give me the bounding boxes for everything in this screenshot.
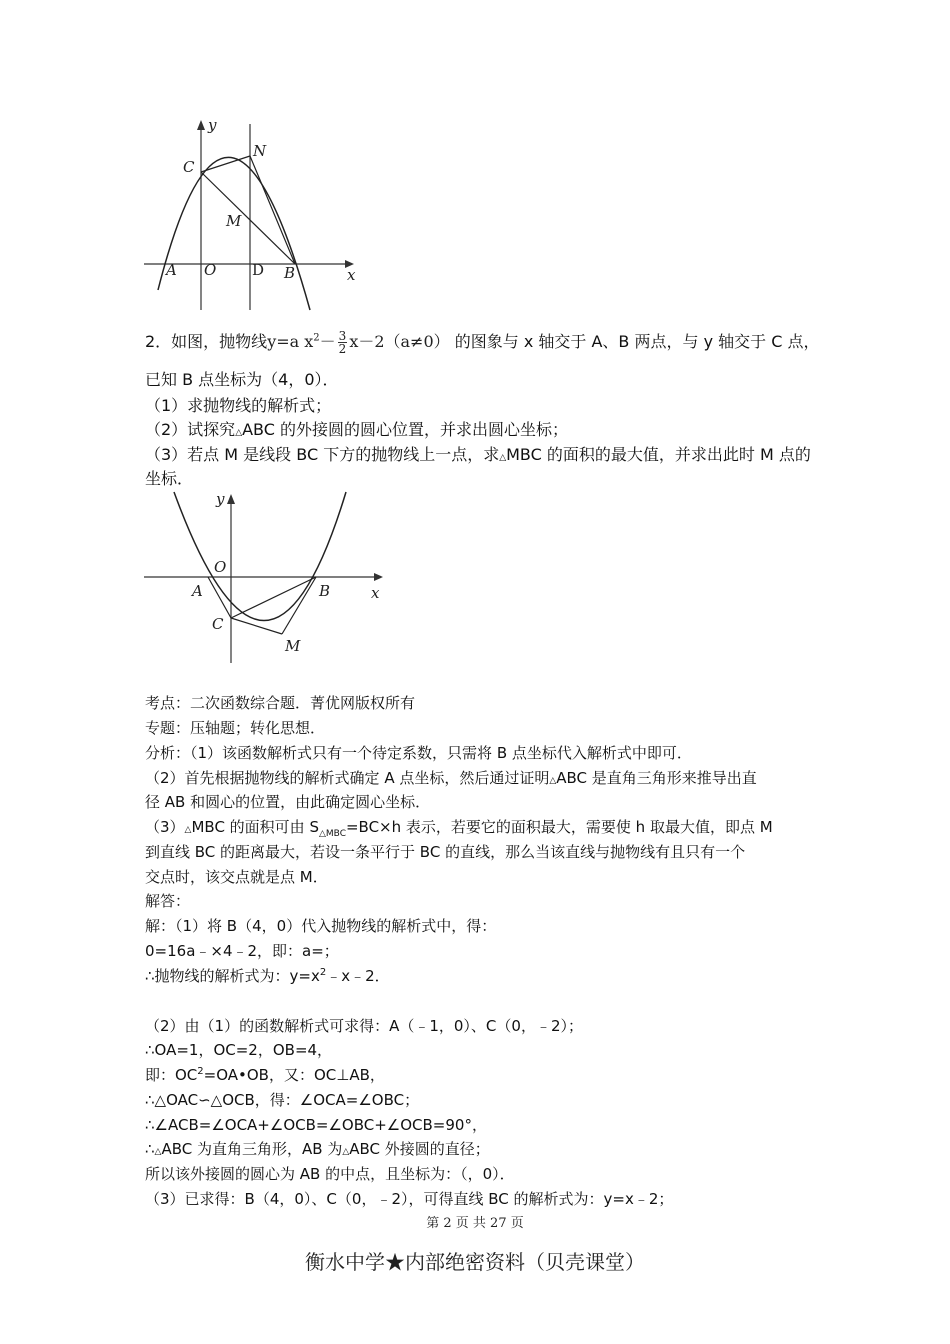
segment-cb — [201, 172, 295, 264]
part2-7: 所以该外接圆的圆心为 AB 的中点，且坐标为：（，0）． — [145, 1165, 515, 1183]
jieda: 解答： — [145, 892, 191, 910]
fig2-label-y: y — [216, 490, 225, 508]
fig1-label-b: B — [284, 264, 296, 282]
parabola-1 — [158, 157, 310, 310]
jie-1: 解：（1）将 B（4，0）代入抛物线的解析式中，得： — [145, 917, 497, 935]
problem-intro — [145, 330, 819, 355]
jie-3: ∴抛物线的解析式为：$y=x^2﹣x﹣2$． — [145, 967, 390, 985]
question-2: （2）试探究△ABC 的外接圆的圆心位置，并求出圆心坐标； — [145, 420, 569, 439]
problem-formula: y=a $x^2-$ $\frac{3}{2}$ x－2（a≠0） — [267, 329, 450, 356]
zhuanti: 专题：压轴题；转化思想． — [145, 719, 326, 737]
part3-1: （3）已求得：B（4，0）、C（0，﹣2），可得直线 BC 的解析式为：y=x﹣2； — [145, 1190, 674, 1208]
fig2-label-x: x — [371, 584, 380, 602]
part2-1: （2）由（1）的函数解析式可求得：A（﹣1，0）、C（0，﹣2）； — [145, 1017, 583, 1035]
question-1: （1）求抛物线的解析式； — [145, 396, 332, 415]
figure-1-svg — [140, 110, 370, 320]
fig1-label-n: N — [253, 142, 267, 160]
fig1-label-c: C — [183, 158, 195, 176]
fenxi-2-line-2: 径 AB 和圆心的位置，由此确定圆心坐标． — [145, 793, 431, 811]
segment-cn — [201, 156, 250, 172]
part2-5: ∴∠ACB=∠OCA+∠OCB=∠OBC+∠OCB=90°， — [145, 1116, 487, 1134]
fig2-label-c: C — [212, 615, 224, 633]
part2-2: ∴OA=1，OC=2，OB=4， — [145, 1041, 333, 1059]
y-axis-arrow-icon — [197, 120, 205, 130]
jie-2: 0=16a﹣×4﹣2，即：a=； — [145, 942, 339, 960]
segment-nb — [250, 156, 295, 264]
fig1-label-m: M — [226, 212, 242, 230]
fig1-label-a: A — [166, 261, 177, 279]
page-number: 第 2 页 共 27 页 — [426, 1216, 524, 1231]
fig1-label-o: O — [204, 261, 217, 279]
fig2-label-a: A — [192, 582, 203, 600]
question-3: （3）若点 M 是线段 BC 下方的抛物线上一点，求△MBC 的面积的最大值，并求出此时 M 点的 — [145, 445, 811, 464]
fig2-label-b: B — [319, 582, 331, 600]
fenxi-2: （2）首先根据抛物线的解析式确定 A 点坐标，然后通过证明△ABC 是直角三角形来推导出直 — [145, 769, 757, 787]
fenxi-3-line-2: 到直线 BC 的距离最大，若设一条平行于 BC 的直线，那么当该直线与抛物线有且只有一个 — [145, 843, 746, 861]
question-3-line-2: 坐标． — [145, 469, 194, 488]
y-axis-arrow-icon — [227, 494, 235, 504]
fig1-label-x: x — [347, 266, 356, 284]
footer-brand: 衡水中学★内部绝密资料（贝壳课堂） — [305, 1250, 645, 1274]
parabola-2 — [174, 492, 346, 621]
fenxi-3: （3）△MBC 的面积可由 $S_{\triangle MBC}=BC\times h$ 表示，若要它的面积最大，需要使 h 取最大值，即点 M — [145, 818, 773, 839]
fig1-label-d: D — [252, 261, 265, 279]
figure-1 — [140, 110, 370, 320]
problem-intro-rest: 的图象与 x 轴交于 A、B 两点，与 y 轴交于 C 点， — [454, 332, 820, 351]
part2-6: ∴△ABC 为直角三角形，AB 为△ABC 外接圆的直径； — [145, 1140, 490, 1158]
part2-3: 即：$OC^2=OA•OB$，又：OC⊥AB， — [145, 1066, 385, 1084]
part2-4: ∴△OAC∽△OCB，得：∠OCA=∠OBC； — [145, 1091, 420, 1109]
fenxi-1: 分析：（1）该函数解析式只有一个待定系数，只需将 B 点坐标代入解析式中即可． — [145, 744, 692, 762]
segment-cm — [231, 618, 282, 634]
figure-2-svg — [140, 488, 390, 668]
problem-number: 2．如图，抛物线 — [145, 332, 268, 351]
fig1-label-y: y — [208, 116, 217, 134]
fig2-label-o: O — [214, 558, 227, 576]
fig2-label-m: M — [285, 637, 301, 655]
fenxi-3-line-3: 交点时，该交点就是点 M． — [145, 868, 328, 886]
kaodian: 考点：二次函数综合题．菁优网版权所有 — [145, 694, 416, 712]
figure-2 — [140, 488, 390, 668]
problem-line-2: 已知 B 点坐标为（4，0）． — [145, 370, 339, 389]
x-axis-arrow-icon — [374, 573, 383, 581]
fraction-3-2: $\frac{3}{2}$ — [338, 329, 347, 356]
